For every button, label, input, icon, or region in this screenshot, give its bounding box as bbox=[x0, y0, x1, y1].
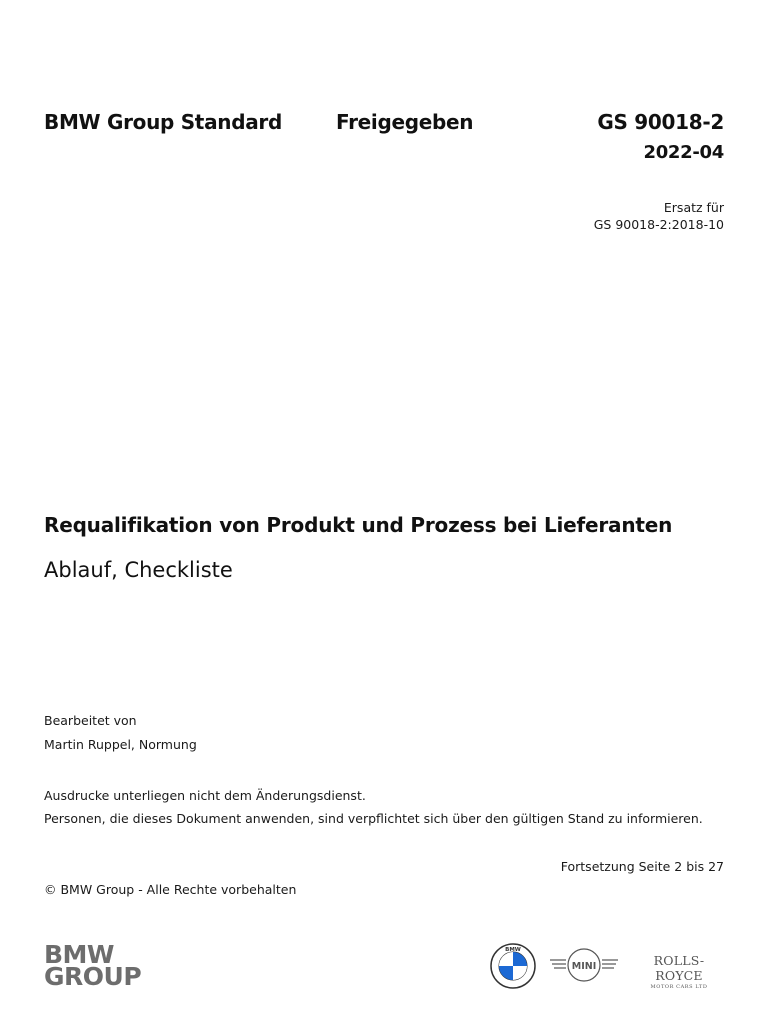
bmw-group-logo-line2: GROUP bbox=[44, 962, 142, 991]
notice-line-1: Ausdrucke unterliegen nicht dem Änderungsdienst. bbox=[44, 788, 366, 803]
document-subtitle: Ablauf, Checkliste bbox=[44, 558, 233, 582]
replacement-label: Ersatz für bbox=[663, 200, 724, 215]
rolls-royce-logo bbox=[632, 953, 726, 990]
doc-date: 2022-04 bbox=[643, 142, 724, 163]
copyright: © BMW Group - Alle Rechte vorbehalten bbox=[44, 882, 297, 897]
editor-label: Bearbeitet von bbox=[44, 713, 137, 728]
status-label: Freigegeben bbox=[336, 110, 474, 134]
rolls-royce-logo-line1: ROLLS-ROYCE bbox=[653, 953, 705, 983]
bmw-roundel-text: BMW bbox=[505, 947, 521, 953]
bmw-group-logo bbox=[44, 940, 142, 991]
document-title: Requalifikation von Produkt und Prozess bei Lieferanten bbox=[44, 513, 673, 537]
continuation-note: Fortsetzung Seite 2 bis 27 bbox=[560, 859, 724, 874]
notice-line-2: Personen, die dieses Dokument anwenden, sind verpflichtet sich über den gültigen Stand zu informieren. bbox=[44, 811, 703, 826]
bmw-roundel-icon bbox=[490, 943, 536, 989]
editor-name: Martin Ruppel, Normung bbox=[44, 737, 197, 752]
rolls-royce-logo-line2: MOTOR CARS LTD bbox=[650, 984, 708, 990]
mini-logo-text: MINI bbox=[571, 961, 597, 972]
standard-label: BMW Group Standard bbox=[44, 110, 282, 134]
doc-number: GS 90018-2 bbox=[597, 110, 724, 134]
bmw-group-logo-line1: BMW bbox=[44, 940, 115, 969]
replacement-doc: GS 90018-2:2018-10 bbox=[593, 217, 724, 232]
mini-logo-icon bbox=[548, 948, 620, 984]
